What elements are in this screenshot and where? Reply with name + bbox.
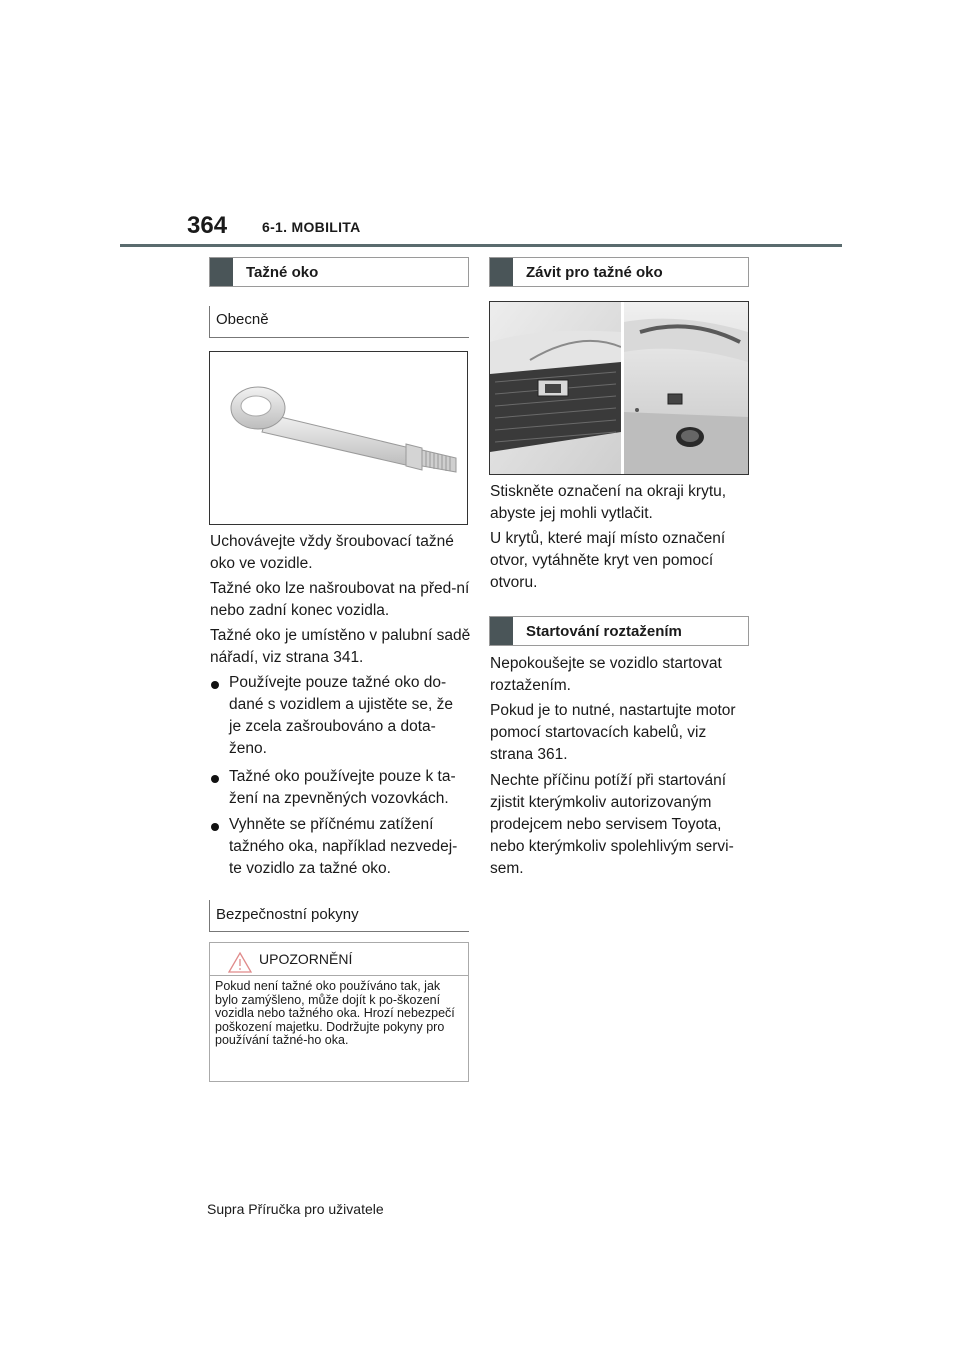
jump-paragraph-1: Nepokoušejte se vozidlo startovat roztažením. <box>490 655 722 694</box>
subsection-rule <box>209 337 469 338</box>
warning-triangle-icon <box>227 951 253 974</box>
bullet-item-2: Tažné oko používejte pouze k ta-žení na zpevněných vozovkách. <box>229 768 456 807</box>
section-title-jump: Startování roztažením <box>526 623 682 640</box>
bullet-dot <box>211 775 219 783</box>
paragraph-3: Tažné oko je umístěno v palubní sadě nářadí, viz strana 341. <box>210 627 471 666</box>
car-bumper-icon <box>490 302 748 474</box>
thread-paragraph-2: U krytů, které mají místo označení otvor, vytáhněte kryt ven pomocí otvoru. <box>490 530 726 591</box>
section-header-bar <box>490 617 513 645</box>
section-header-tow-eye <box>209 257 469 287</box>
subsection-general: Obecně <box>216 311 269 328</box>
page-number: 364 <box>187 212 228 239</box>
thread-paragraph-1: Stiskněte označení na okraji krytu, abyste jej mohli vytlačit. <box>490 483 727 522</box>
jump-paragraph-3: Nechte příčinu potíží při startování zjistit kterýmkoliv autorizovaným prodejcem nebo servisem Toyota, nebo kterýmkoliv spolehlivým servi-sem. <box>490 772 734 877</box>
paragraph-1: Uchovávejte vždy šroubovací tažné oko ve vozidle. <box>210 533 454 572</box>
bullet-item-3: Vyhněte se příčnému zatížení tažného oka, například nezvedej-te vozidlo za tažné oko. <box>229 816 458 877</box>
warning-title: UPOZORNĚNÍ <box>259 951 353 967</box>
warning-box <box>209 942 469 1082</box>
section-header-bar <box>210 258 233 286</box>
subsection-safety: Bezpečnostní pokyny <box>216 906 359 923</box>
section-header-jump-start <box>489 616 749 646</box>
chapter-title: 6-1. MOBILITA <box>262 219 361 235</box>
bumper-image <box>489 301 749 475</box>
subsection-rule <box>209 931 469 932</box>
warning-rule <box>210 975 468 976</box>
bullet-item-1: Používejte pouze tažné oko do-dané s vozidlem a ujistěte se, že je zcela zašroubováno a dota-ženo. <box>229 674 454 757</box>
section-title-thread: Závit pro tažné oko <box>526 264 663 281</box>
section-header-thread <box>489 257 749 287</box>
section-title: Tažné oko <box>246 264 319 281</box>
bullet-dot <box>211 823 219 831</box>
tow-eye-icon <box>210 352 467 524</box>
tow-eye-image <box>209 351 468 525</box>
paragraph-2: Tažné oko lze našroubovat na před-ní nebo zadní konec vozidla. <box>210 580 470 619</box>
footer-text: Supra Příručka pro uživatele <box>207 1201 384 1217</box>
subsection-vertical-rule <box>209 306 210 338</box>
warning-text: Pokud není tažné oko používáno tak, jak bylo zamýšleno, může dojít k po-škození vozidla nebo tažného oka. Hrozí nebezpečí poškození majetku. Dodržujte pokyny pro používání tažné-ho oka. <box>215 979 455 1047</box>
section-header-bar <box>490 258 513 286</box>
subsection-vertical-rule <box>209 900 210 932</box>
jump-paragraph-2: Pokud je to nutné, nastartujte motor pomocí startovacích kabelů, viz strana 361. <box>490 702 736 763</box>
header-rule <box>120 244 842 247</box>
bullet-dot <box>211 681 219 689</box>
